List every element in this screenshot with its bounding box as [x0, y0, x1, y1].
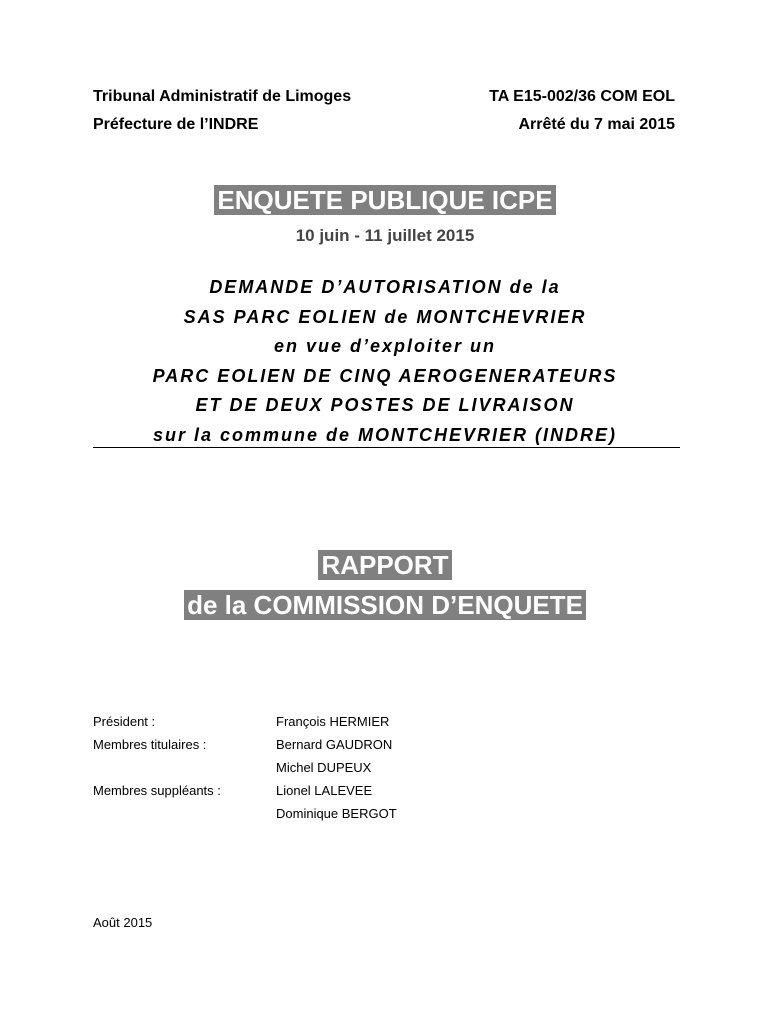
titulaire-name: Michel DUPEUX: [276, 760, 372, 775]
divider-line: [93, 447, 680, 448]
case-reference: TA E15-002/36 COM EOL: [489, 88, 675, 105]
tribunal-label: Tribunal Administratif de Limoges: [93, 88, 352, 105]
titulaire-name: Bernard GAUDRON: [276, 737, 393, 752]
document-title: ENQUETE PUBLIQUE ICPE: [214, 185, 555, 215]
president-label: Président :: [93, 714, 156, 729]
commission-title: de la COMMISSION D’ENQUETE: [184, 590, 586, 620]
demande-line: PARC EOLIEN DE CINQ AEROGENERATEURS: [152, 365, 618, 386]
rapport-title: RAPPORT: [318, 550, 451, 580]
demande-block: [0, 273, 770, 450]
demande-line: en vue d’exploiter un: [273, 336, 497, 356]
suppleant-name: Lionel LALEVEE: [276, 783, 373, 798]
rapport-block: [0, 545, 770, 625]
suppleants-label: Membres suppléants :: [93, 783, 221, 798]
titulaires-label: Membres titulaires :: [93, 737, 207, 752]
president-name: François HERMIER: [276, 714, 390, 729]
arrete-date: Arrêté du 7 mai 2015: [518, 116, 675, 133]
demande-line: DEMANDE D’AUTORISATION de la: [209, 277, 561, 297]
suppleant-name: Dominique BERGOT: [276, 806, 397, 821]
demande-line: ET DE DEUX POSTES DE LIVRAISON: [195, 395, 575, 415]
enquiry-dates: 10 juin - 11 juillet 2015: [295, 226, 475, 245]
demande-line: SAS PARC EOLIEN de MONTCHEVRIER: [183, 306, 587, 327]
prefecture-label: Préfecture de l’INDRE: [93, 116, 259, 133]
report-date: Août 2015: [93, 915, 153, 930]
demande-line: sur la commune de MONTCHEVRIER (INDRE): [152, 424, 618, 445]
title-block: [0, 185, 770, 216]
